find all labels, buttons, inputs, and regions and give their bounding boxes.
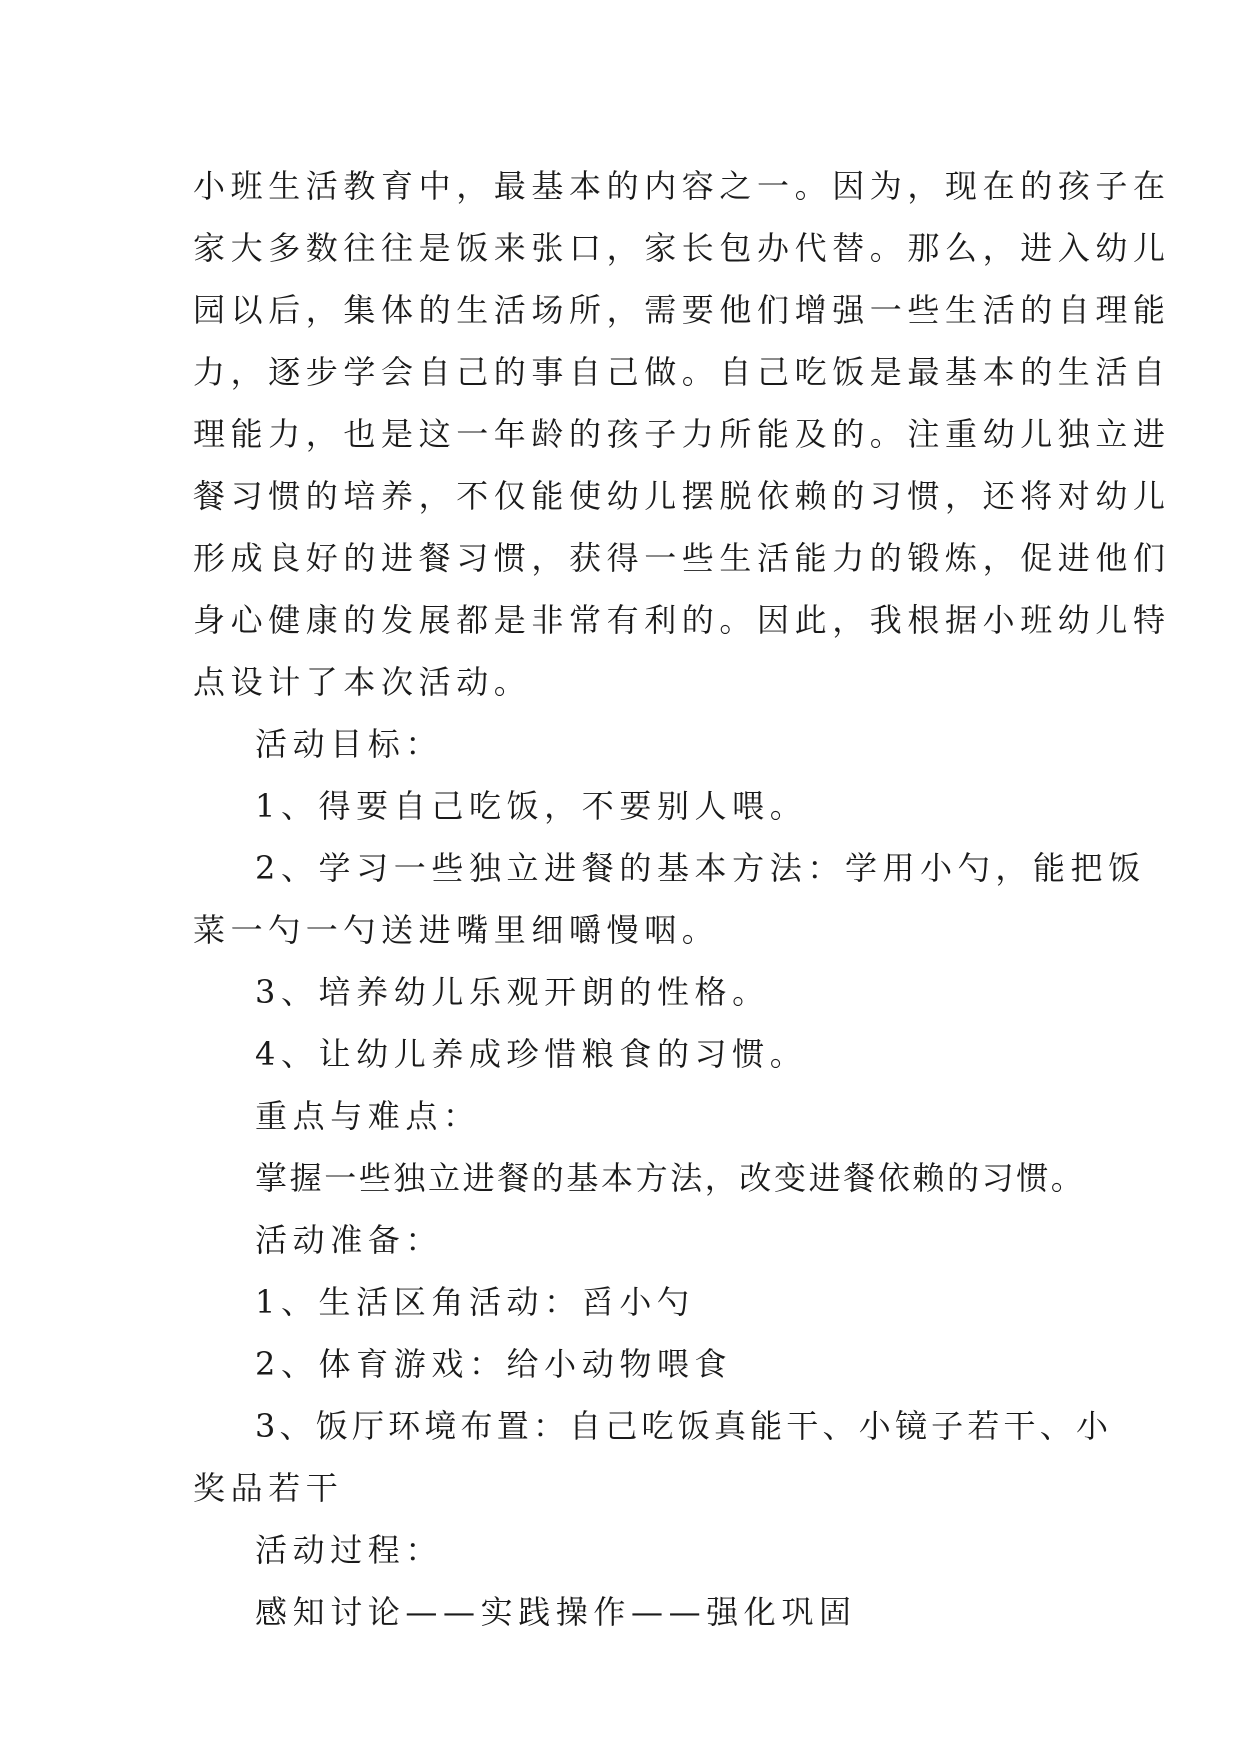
goal-item-1: 1、得要自己吃饭，不要别人喂。 <box>255 787 808 825</box>
intro-line-5: 理能力，也是这一年龄的孩子力所能及的。注重幼儿独立进 <box>193 415 1171 453</box>
key-points-heading: 重点与难点： <box>255 1097 481 1135</box>
intro-line-4: 力，逐步学会自己的事自己做。自己吃饭是最基本的生活自 <box>193 353 1171 391</box>
key-points-text: 掌握一些独立进餐的基本方法，改变进餐依赖的习惯。 <box>255 1159 1086 1197</box>
intro-line-3: 园以后，集体的生活场所，需要他们增强一些生活的自理能 <box>193 291 1171 329</box>
intro-line-8: 身心健康的发展都是非常有利的。因此，我根据小班幼儿特 <box>193 601 1171 639</box>
intro-line-2: 家大多数往往是饭来张口，家长包办代替。那么，进入幼儿 <box>193 229 1171 267</box>
goal-item-2-line-1: 2、学习一些独立进餐的基本方法：学用小勺，能把饭 <box>255 849 1146 887</box>
process-text: 感知讨论——实践操作——强化巩固 <box>255 1593 857 1631</box>
preparation-item-3-line-2: 奖品若干 <box>193 1469 344 1507</box>
intro-line-6: 餐习惯的培养，不仅能使幼儿摆脱依赖的习惯，还将对幼儿 <box>193 477 1171 515</box>
preparation-heading: 活动准备： <box>255 1221 444 1259</box>
goal-item-4: 4、让幼儿养成珍惜粮食的习惯。 <box>255 1035 808 1073</box>
preparation-item-2: 2、体育游戏：给小动物喂食 <box>255 1345 733 1383</box>
intro-line-9: 点设计了本次活动。 <box>193 663 532 701</box>
goals-heading: 活动目标： <box>255 725 444 763</box>
goal-item-3: 3、培养幼儿乐观开朗的性格。 <box>255 973 770 1011</box>
intro-line-7: 形成良好的进餐习惯，获得一些生活能力的锻炼，促进他们 <box>193 539 1171 577</box>
preparation-item-1: 1、生活区角活动：舀小勺 <box>255 1283 695 1321</box>
process-heading: 活动过程： <box>255 1531 444 1569</box>
document-body <box>193 155 1171 1643</box>
goal-item-2-line-2: 菜一勺一勺送进嘴里细嚼慢咽。 <box>193 911 720 949</box>
preparation-item-3-line-1: 3、饭厅环境布置：自己吃饭真能干、小镜子若干、小 <box>255 1407 1113 1445</box>
intro-line-1: 小班生活教育中，最基本的内容之一。因为，现在的孩子在 <box>193 167 1171 205</box>
